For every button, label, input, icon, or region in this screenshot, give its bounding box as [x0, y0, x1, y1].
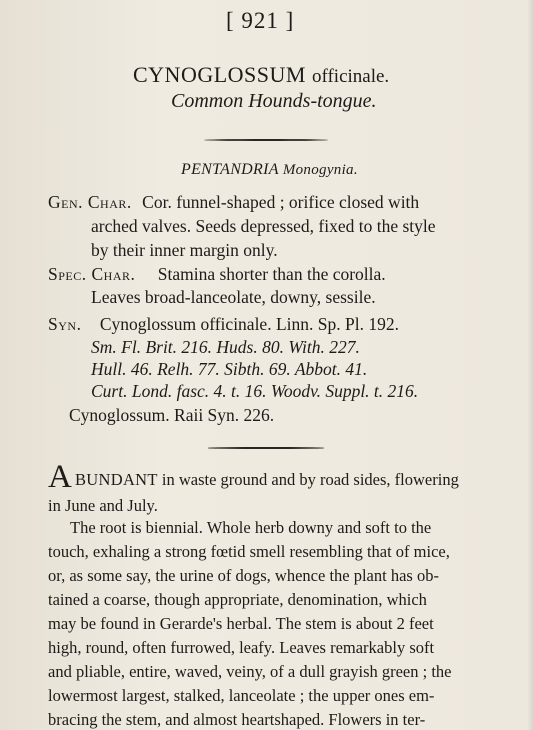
gen-char-line-2: arched valves. Seeds depressed, fixed to the style	[91, 216, 436, 236]
spec-char-line-2: Leaves broad-lanceolate, downy, sessile.	[91, 287, 376, 307]
body-line-3: The root is biennial. Whole herb downy and soft to the	[70, 518, 432, 537]
spec-char-line-1: Spec. Char. Stamina shorter than the corolla.	[48, 264, 386, 284]
common-name: Common Hounds-tongue.	[171, 90, 377, 112]
syn-line-1: Syn. Cynoglossum officinale. Linn. Sp. Pl. 192.	[48, 314, 399, 334]
syn-line-3: Hull. 46. Relh. 77. Sibth. 69. Abbot. 41.	[91, 359, 368, 379]
drop-cap: A	[48, 459, 72, 495]
syn-line-5: Cynoglossum. Raii Syn. 226.	[69, 405, 275, 425]
section-divider	[208, 447, 324, 449]
body-line-6: tained a coarse, though appropriate, denomination, which	[48, 590, 427, 609]
title-divider	[204, 139, 328, 141]
body-line-5: or, as some say, the urine of dogs, whence the plant has ob-	[48, 566, 439, 585]
syn-line-2: Sm. Fl. Brit. 216. Huds. 80. With. 227.	[91, 337, 360, 357]
class-name: PENTANDRIA	[181, 161, 279, 178]
page-edge-shadow	[527, 0, 533, 730]
syn-label: Syn.	[48, 314, 82, 334]
page-number: [ 921 ]	[226, 8, 295, 33]
body-line-9: and pliable, entire, waved, veiny, of a dull grayish green ; the	[48, 662, 452, 681]
body-line-2: in June and July.	[48, 496, 158, 515]
body-line-8: high, round, often furrowed, leafy. Leaves remarkably soft	[48, 638, 435, 657]
syn-line-4: Curt. Lond. fasc. 4. t. 16. Woodv. Suppl. t. 216.	[91, 381, 419, 401]
gen-char-line-1: Gen. Char. Cor. funnel-shaped ; orifice closed with	[48, 192, 420, 212]
order-name: Monogynia.	[282, 162, 358, 178]
first-word: BUNDANT	[75, 470, 158, 489]
spec-char-label: Spec. Char.	[48, 264, 136, 284]
genus-name: CYNOGLOSSUM	[133, 62, 306, 87]
body-line-1: BUNDANT in waste ground and by road sides, flowering	[75, 470, 459, 489]
species-epithet: officinale.	[311, 66, 390, 87]
linnaean-classification	[181, 161, 358, 179]
body-line-11: bracing the stem, and almost heartshaped. Flowers in ter-	[48, 710, 426, 729]
species-title	[133, 62, 389, 88]
body-line-10: lowermost largest, stalked, lanceolate ; the upper ones em-	[48, 686, 435, 705]
body-line-4: touch, exhaling a strong fœtid smell resembling that of mice,	[48, 542, 450, 561]
gen-char-label: Gen. Char.	[48, 192, 132, 212]
gen-char-line-3: by their inner margin only.	[91, 240, 278, 260]
body-line-7: may be found in Gerarde's herbal. The stem is about 2 feet	[48, 614, 434, 633]
